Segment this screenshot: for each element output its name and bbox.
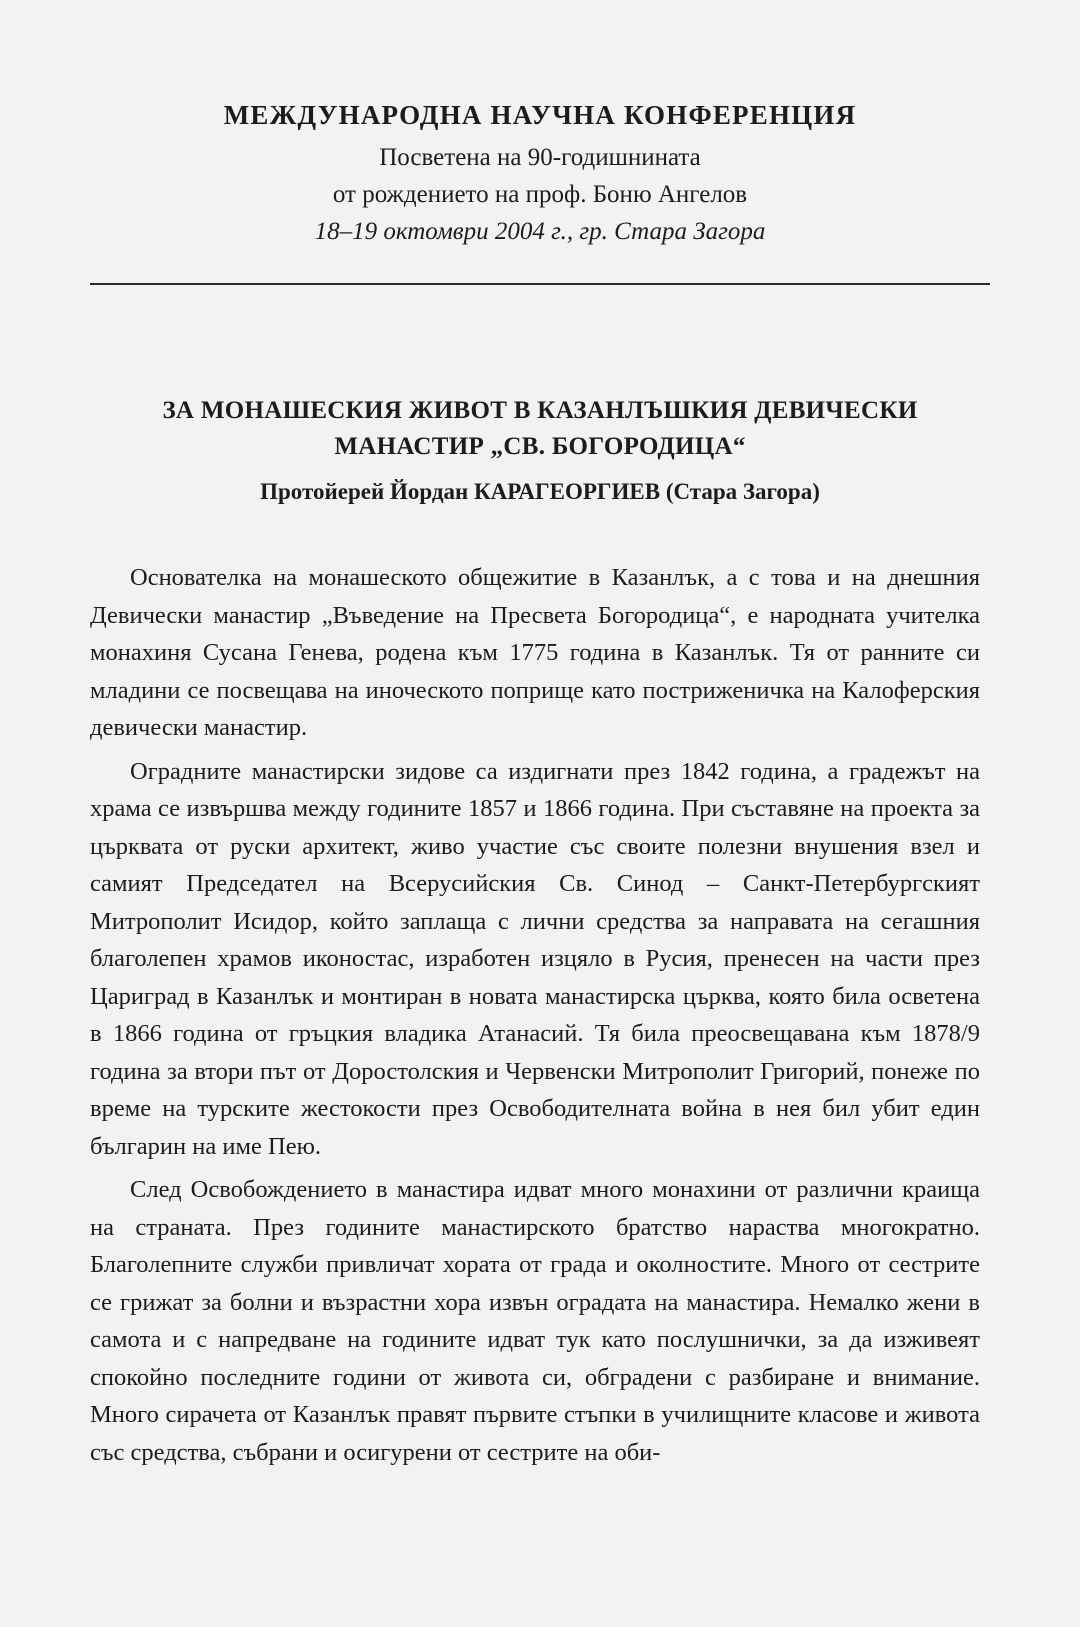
paragraph: След Освобождението в манастира идват много монахини от различни краища на страната. През годините манастирското братство нараства многократно. Благолепните служби привличат хората от града и околностите. Много от сестрите се грижат за болни и възрастни хора извън оградата на манастира. Немалко жени в самота и с напредване на годините идват тук като послушнички, за да изживеят спокойно последните години от живота си, обградени с разбиране и внимание. Много сирачета от Казанлък правят първите стъпки в училищните класове и живота със средства, събрани и осигурени от сестрите на оби- — [90, 1176, 980, 1466]
conference-title: МЕЖДУНАРОДНА НАУЧНА КОНФЕРЕНЦИЯ — [223, 100, 857, 130]
dedication-line-1: Посветена на 90-годишнината — [379, 144, 701, 171]
article-author: Протойерей Йордан КАРАГЕОРГИЕВ (Стара Загора) — [260, 479, 820, 504]
header-divider — [90, 283, 990, 285]
paragraph: Основателка на монашеското общежитие в Казанлък, а с това и на днешния Девически манастир „Въведение на Пресвета Богородица“, е народната учителка монахиня Сусана Генева, родена към 1775 година в Казанлък. Тя от ранните си младини се посвещава на иноческото поприще като постриженичка на Калоферския девически манастир. — [90, 564, 980, 741]
conference-header — [90, 95, 990, 250]
article-title-line-2: МАНАСТИР „СВ. БОГОРОДИЦА“ — [334, 433, 746, 460]
article-body — [90, 559, 980, 1477]
article-title-line-1: ЗА МОНАШЕСКИЯ ЖИВОТ В КАЗАНЛЪШКИЯ ДЕВИЧЕСКИ — [162, 397, 918, 424]
article-heading — [90, 393, 990, 509]
paragraph: Оградните манастирски зидове са издигнати през 1842 година, а градежът на храма се извършва между годините 1857 и 1866 година. При съставяне на проекта за църквата от руски архитект, живо участие със своите полезни внушения взел и самият Председател на Всерусийския Св. Синод – Санкт-Петербургският Митрополит Исидор, който заплаща с лични средства за направата на сегашния благолепен храмов иконостас, изработен изцяло в Русия, пренесен на части през Цариград в Казанлък и монтиран в новата манастирска църква, която била осветена в 1866 година от гръцкия владика Атанасий. Тя била преосвещавана към 1878/9 година за втори път от Доростолския и Червенски Митрополит Григорий, понеже по време на турските жестокости през Освободителната война в нея бил убит един българин на име Пею. — [90, 757, 980, 1160]
dedication-line-2: от рождението на проф. Боню Ангелов — [332, 181, 748, 208]
date-place: 18–19 октомври 2004 г., гр. Стара Загора — [314, 218, 766, 245]
